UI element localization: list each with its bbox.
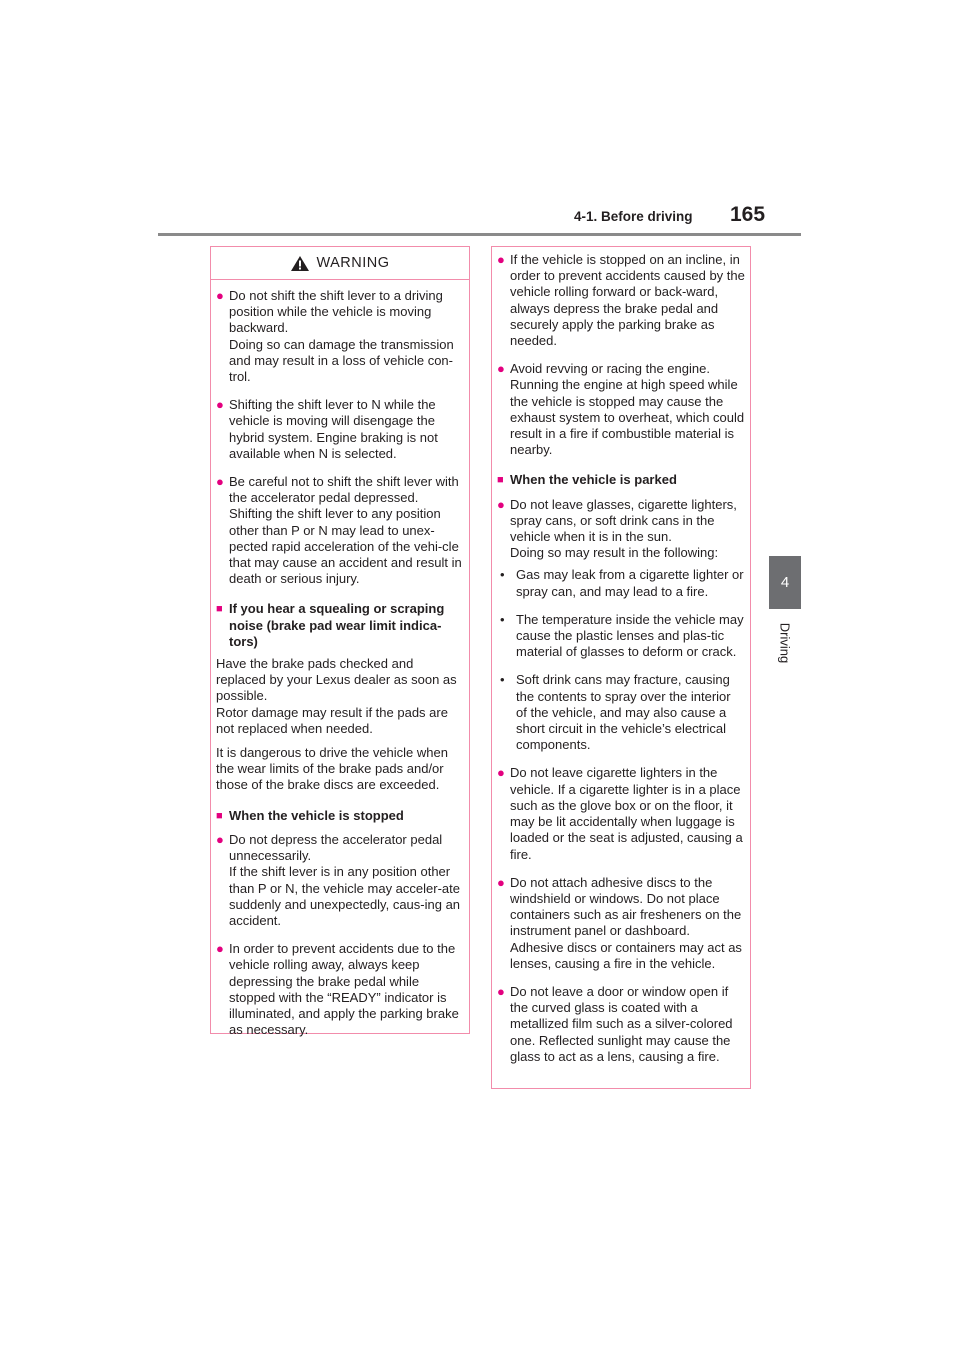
- warning-title: WARNING: [316, 255, 390, 271]
- list-item: [216, 832, 464, 929]
- list-item: [497, 497, 745, 562]
- warning-box: [210, 246, 470, 1038]
- list-item-text: In order to prevent accidents due to the vehicle rolling away, always keep depressing the brake pedal while stopped with the “READY” indicator is illuminated, and apply the parking brake as necessary.: [229, 941, 459, 1038]
- sub-list-item: [497, 567, 745, 599]
- list-item: [497, 984, 745, 1065]
- list-item: [497, 361, 745, 458]
- square-bullet-icon: ■: [216, 809, 223, 822]
- chapter-tab[interactable]: [769, 556, 801, 609]
- bullet-dot-icon: ●: [497, 496, 505, 512]
- list-item: [497, 875, 745, 972]
- section-title: 4-1. Before driving: [574, 209, 693, 224]
- list-item-text: Do not attach adhesive discs to the windshield or windows. Do not place containers such as air fresheners on the instrument panel or dashboard. Adhesive discs or containers may act as lenses, causing a fire in the vehicle.: [510, 874, 742, 971]
- list-item: [216, 397, 464, 462]
- warning-box-continued: [491, 246, 751, 1089]
- bullet-dot-icon: ●: [497, 983, 505, 999]
- list-item-text: Do not leave a door or window open if the curved glass is coated with a metallized film such as a silver-colored one. Reflected sunlight may cause the glass to act as a lens, causing a fire.: [510, 983, 733, 1064]
- list-item-text: Do not shift the shift lever to a driving position while the vehicle is moving backward. Doing so can damage the transmission and may result in a loss of vehicle con-trol.: [229, 288, 454, 385]
- paragraph: Have the brake pads checked and replaced by your Lexus dealer as soon as possible. Rotor damage may result if the pads are not replaced when needed.: [216, 656, 457, 736]
- list-item-text: Be careful not to shift the shift lever with the accelerator pedal depressed. Shifting the shift lever to any position other than P or N may lead to unex-pected rapid acceleration of the vehi-cle that may cause an accident and result in death or serious injury.: [229, 474, 462, 587]
- bullet-mark: •: [500, 672, 505, 688]
- list-item: [497, 765, 745, 862]
- bullet-dot-icon: ●: [216, 474, 224, 490]
- bullet-dot-icon: ●: [497, 765, 505, 781]
- list-item: [497, 252, 745, 349]
- section-heading: [216, 601, 464, 650]
- page-number: 165: [730, 203, 766, 226]
- bullet-dot-icon: ●: [497, 361, 505, 377]
- sub-list-item: [497, 672, 745, 753]
- section-heading: [216, 808, 464, 824]
- bullet-dot-icon: ●: [497, 252, 505, 267]
- list-item-text: Shifting the shift lever to N while the vehicle is moving will disengage the hybrid system. Engine braking is not available when N is selected.: [229, 397, 438, 461]
- list-item: [216, 474, 464, 587]
- list-item-text: If the vehicle is stopped on an incline, in order to prevent accidents caused by the vehicle rolling forward or back-ward, always depress the brake pedal and securely apply the parking brake as needed.: [510, 252, 745, 349]
- list-item-text: Avoid revving or racing the engine. Running the engine at high speed while the vehicle is stopped may cause the exhaust system to overheat, which could result in a fire if combustible material is nearby.: [510, 361, 745, 458]
- bullet-dot-icon: ●: [216, 397, 224, 413]
- bullet-dot-icon: ●: [216, 831, 224, 847]
- square-bullet-icon: ■: [497, 474, 504, 487]
- section-heading: [497, 472, 745, 488]
- chapter-label-text: Driving: [777, 622, 793, 664]
- paragraph: It is dangerous to drive the vehicle when the wear limits of the brake pads and/or those of the brake discs are exceeded.: [216, 745, 448, 793]
- heading-text: When the vehicle is parked: [510, 472, 677, 488]
- square-bullet-icon: ■: [216, 603, 223, 616]
- list-item-text: Do not leave cigarette lighters in the vehicle. If a cigarette lighter is in a place such as the glove box or on the floor, it may be lit accidentally when luggage is loaded or the seat is adjusted, causing a fire.: [510, 765, 743, 862]
- list-item-text: Do not leave glasses, cigarette lighters, spray cans, or soft drink cans in the vehicle when it is in the sun. Doing so may result in the following:: [510, 496, 737, 561]
- heading-text: If you hear a squealing or scraping noise (brake pad wear limit indica-tors): [229, 601, 445, 649]
- bullet-mark: •: [500, 567, 505, 583]
- warning-icon: [290, 255, 310, 272]
- sub-list-item-text: Soft drink cans may fracture, causing the contents to spray over the interior of the vehicle, and may also cause a short circuit in the vehicle’s electrical components.: [516, 672, 731, 753]
- bullet-dot-icon: ●: [216, 941, 224, 957]
- sub-list-item: [497, 612, 745, 661]
- list-item-text: Do not depress the accelerator pedal unnecessarily. If the shift lever is in any position other than P or N, the vehicle may acceler-ate suddenly and unexpectedly, caus-ing an accident.: [229, 831, 461, 928]
- chapter-number: 4: [780, 574, 790, 591]
- sub-list-item-text: The temperature inside the vehicle may cause the plastic lenses and plas-tic material of glasses to deform or crack.: [516, 611, 744, 660]
- warning-header: [211, 247, 469, 280]
- bullet-dot-icon: ●: [497, 874, 505, 890]
- list-item: [216, 288, 464, 385]
- bullet-dot-icon: ●: [216, 288, 224, 303]
- sub-list-item-text: Gas may leak from a cigarette lighter or spray can, and may lead to a fire.: [516, 567, 744, 599]
- header-divider: [158, 233, 801, 236]
- heading-text: When the vehicle is stopped: [229, 807, 404, 823]
- bullet-mark: •: [500, 611, 505, 627]
- chapter-label: [772, 618, 798, 668]
- list-item: [216, 941, 464, 1038]
